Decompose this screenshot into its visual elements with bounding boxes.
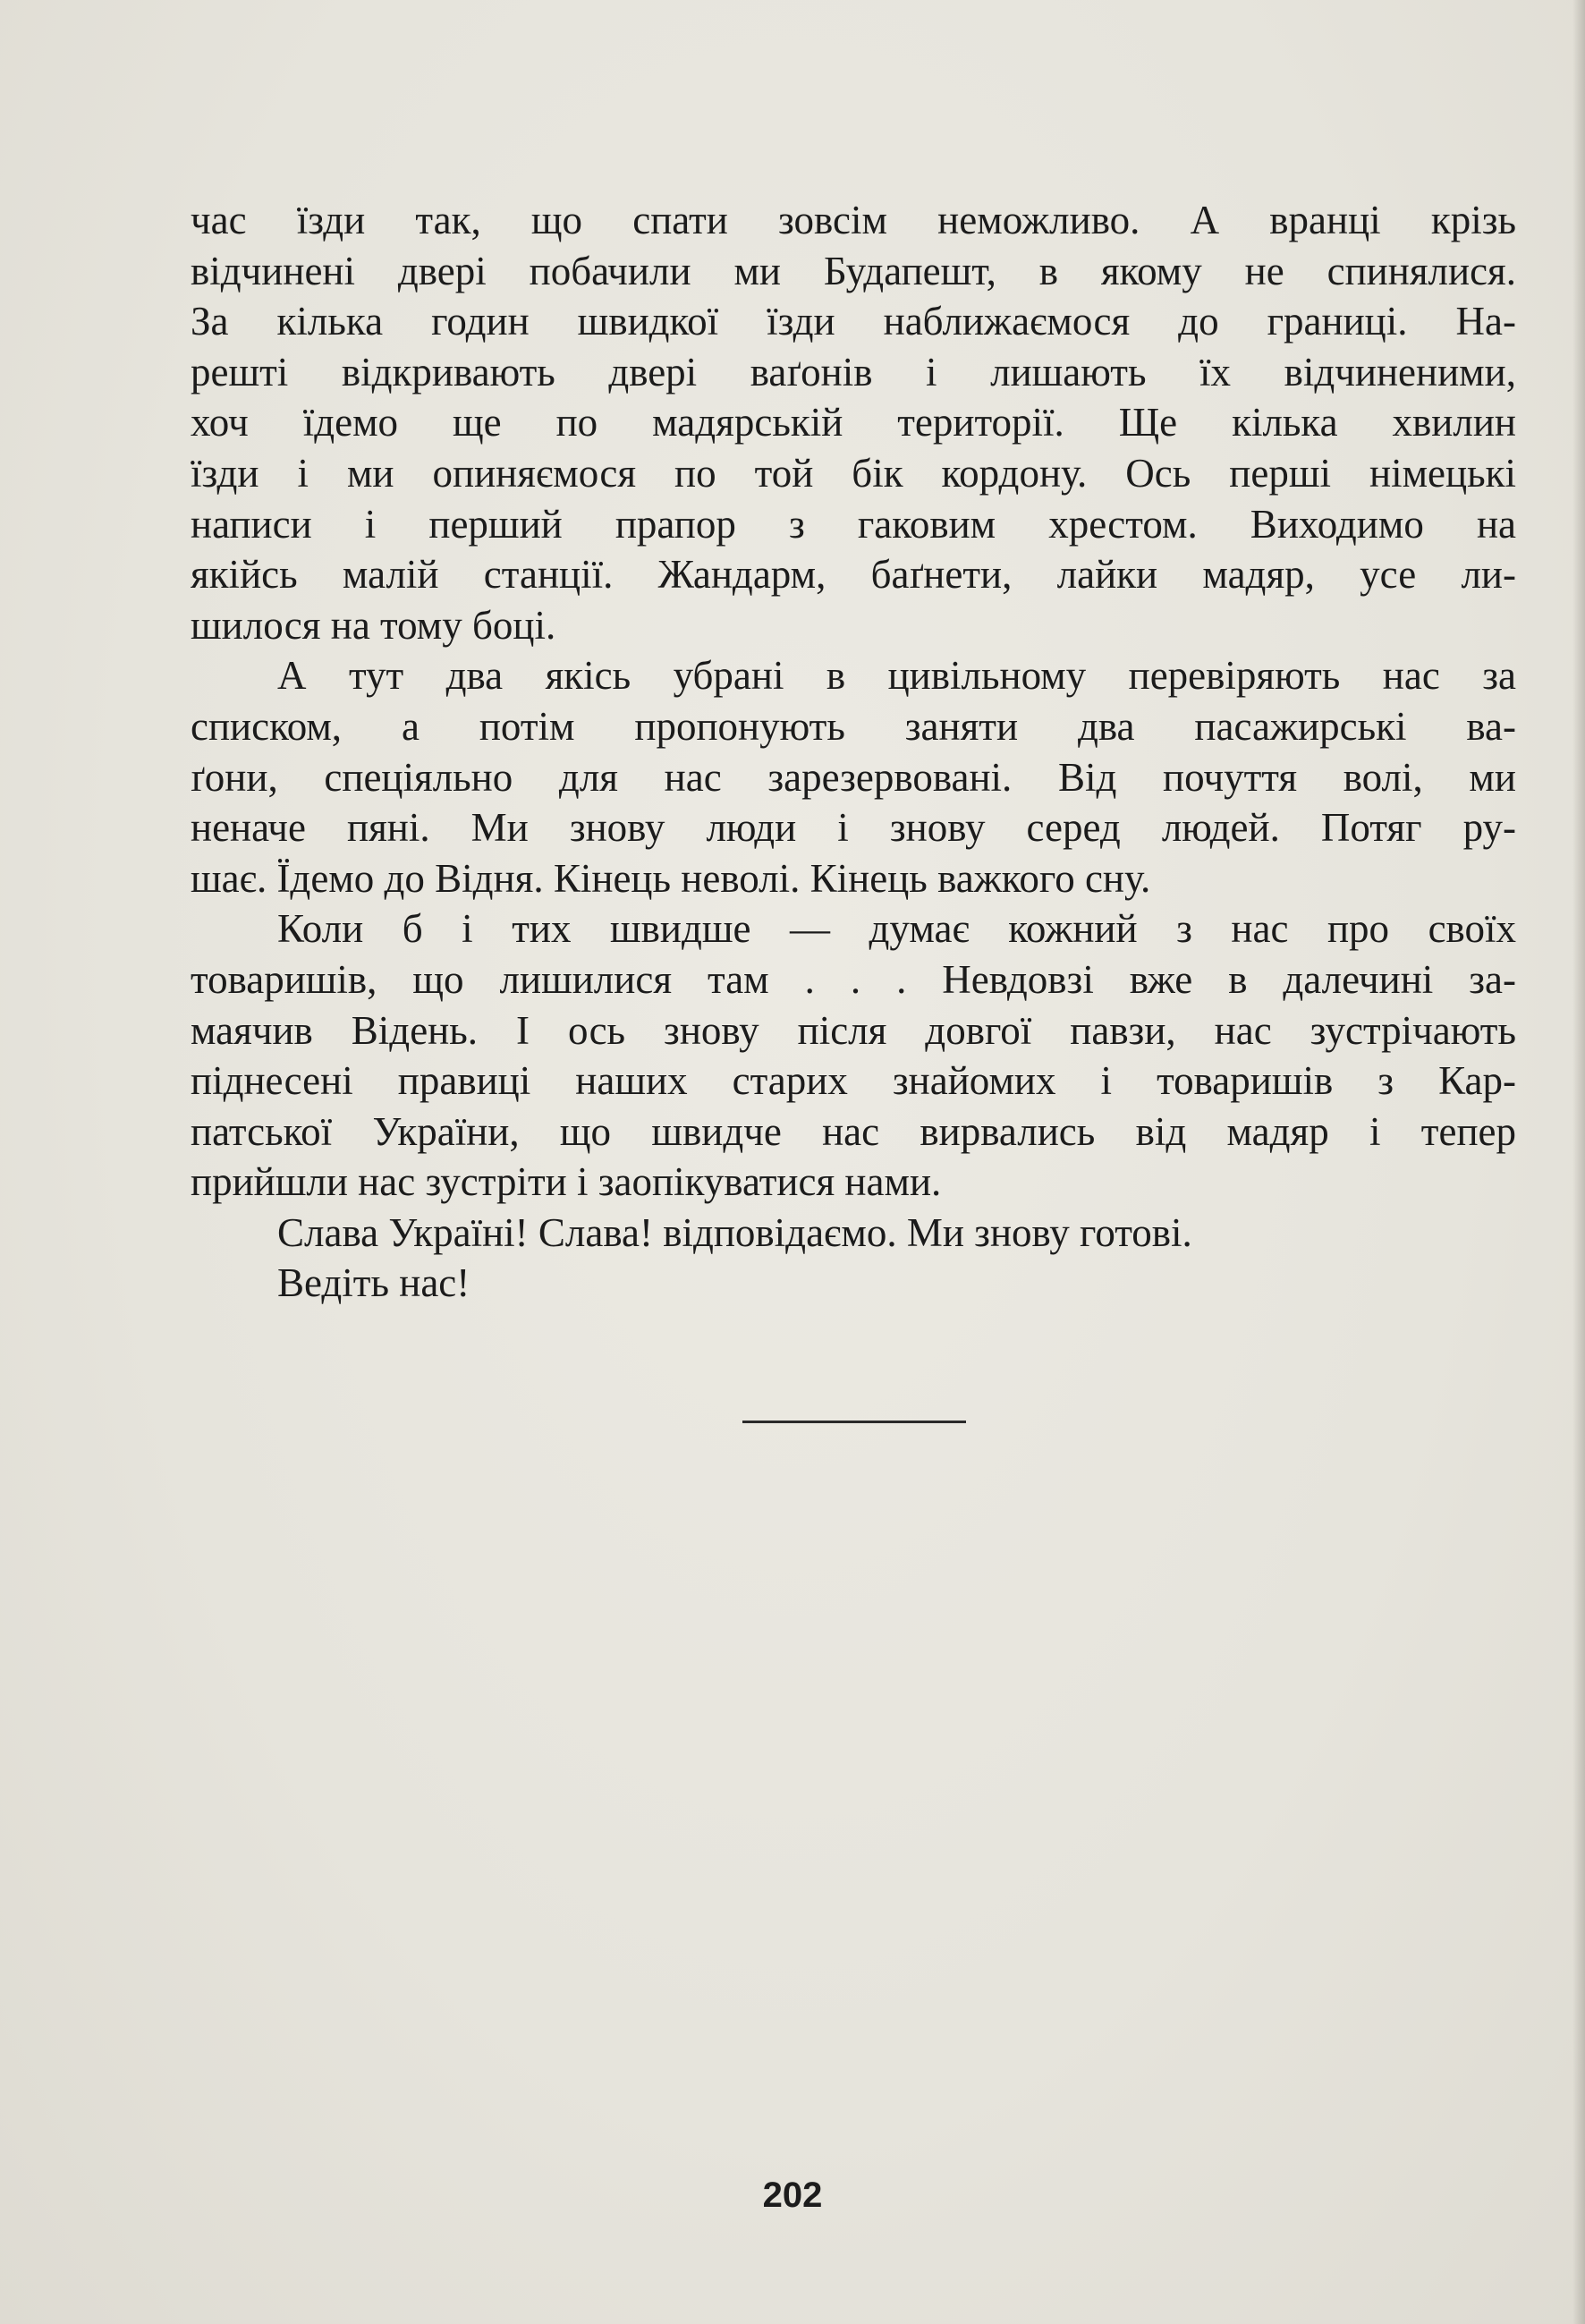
paragraph [191, 903, 1516, 1208]
paragraph [191, 1208, 1516, 1259]
scan-edge-shadow [1572, 0, 1585, 2324]
paragraph [191, 195, 1516, 650]
text-line: хоч їдемо ще по мадярській території. Ще кілька хвилин [191, 400, 1516, 445]
text-line: час їзди так, що спати зовсім неможливо. А вранці крізь [191, 198, 1516, 242]
text-line: неначе пяні. Ми знову люди і знову серед людей. Потяг ру- [191, 805, 1516, 851]
text-line: відчинені двері побачили ми Будапешт, в якому не спинялися. [191, 248, 1516, 293]
text-line: списком, а потім пропонують заняти два пасажирські ва- [191, 703, 1516, 749]
text-line: Ведіть нас! [277, 1260, 470, 1306]
text-line: шилося на тому боці. [191, 602, 556, 648]
text-line: якійсь малій станції. Жандарм, баґнети, лайки мадяр, усе ли- [191, 552, 1516, 598]
paragraph [191, 650, 1516, 903]
text-line: піднесені правиці наших старих знайомих і товаришів з Кар- [191, 1058, 1516, 1104]
page-number: 202 [762, 2176, 823, 2215]
text-line: прийшли нас зустріти і заопікуватися нами. [191, 1159, 942, 1205]
section-divider-rule [742, 1421, 966, 1423]
text-line: За кілька годин швидкої їзди наближаємося до границі. На- [191, 299, 1516, 344]
text-line: решті відкривають двері ваґонів і лишають їх відчиненими, [191, 349, 1516, 394]
text-line: товаришів, що лишилися там . . . Невдовзі вже в далечині за- [191, 956, 1516, 1002]
text-line: їзди і ми опиняємося по той бік кордону. Ось перші німецькі [191, 450, 1516, 496]
text-line: А тут два якісь убрані в цивільному перевіряють нас за [277, 653, 1516, 699]
body-text [191, 195, 1516, 1309]
text-line: шає. Їдемо до Відня. Кінець неволі. Кінець важкого сну. [191, 855, 1151, 901]
text-line: Слава Україні! Слава! відповідаємо. Ми знову готові. [277, 1209, 1192, 1255]
text-line: Коли б і тих швидше — думає кожний з нас про своїх [277, 906, 1516, 952]
text-line: патської України, що швидче нас вирвались від мадяр і тепер [191, 1108, 1516, 1154]
paragraph [191, 1258, 1516, 1309]
text-line: маячив Відень. І ось знову після довгої павзи, нас зустрічають [191, 1007, 1516, 1053]
text-line: ґони, спеціяльно для нас зарезервовані. Від почуття волі, ми [191, 754, 1516, 800]
text-line: написи і перший прапор з гаковим хрестом. Виходимо на [191, 501, 1516, 547]
